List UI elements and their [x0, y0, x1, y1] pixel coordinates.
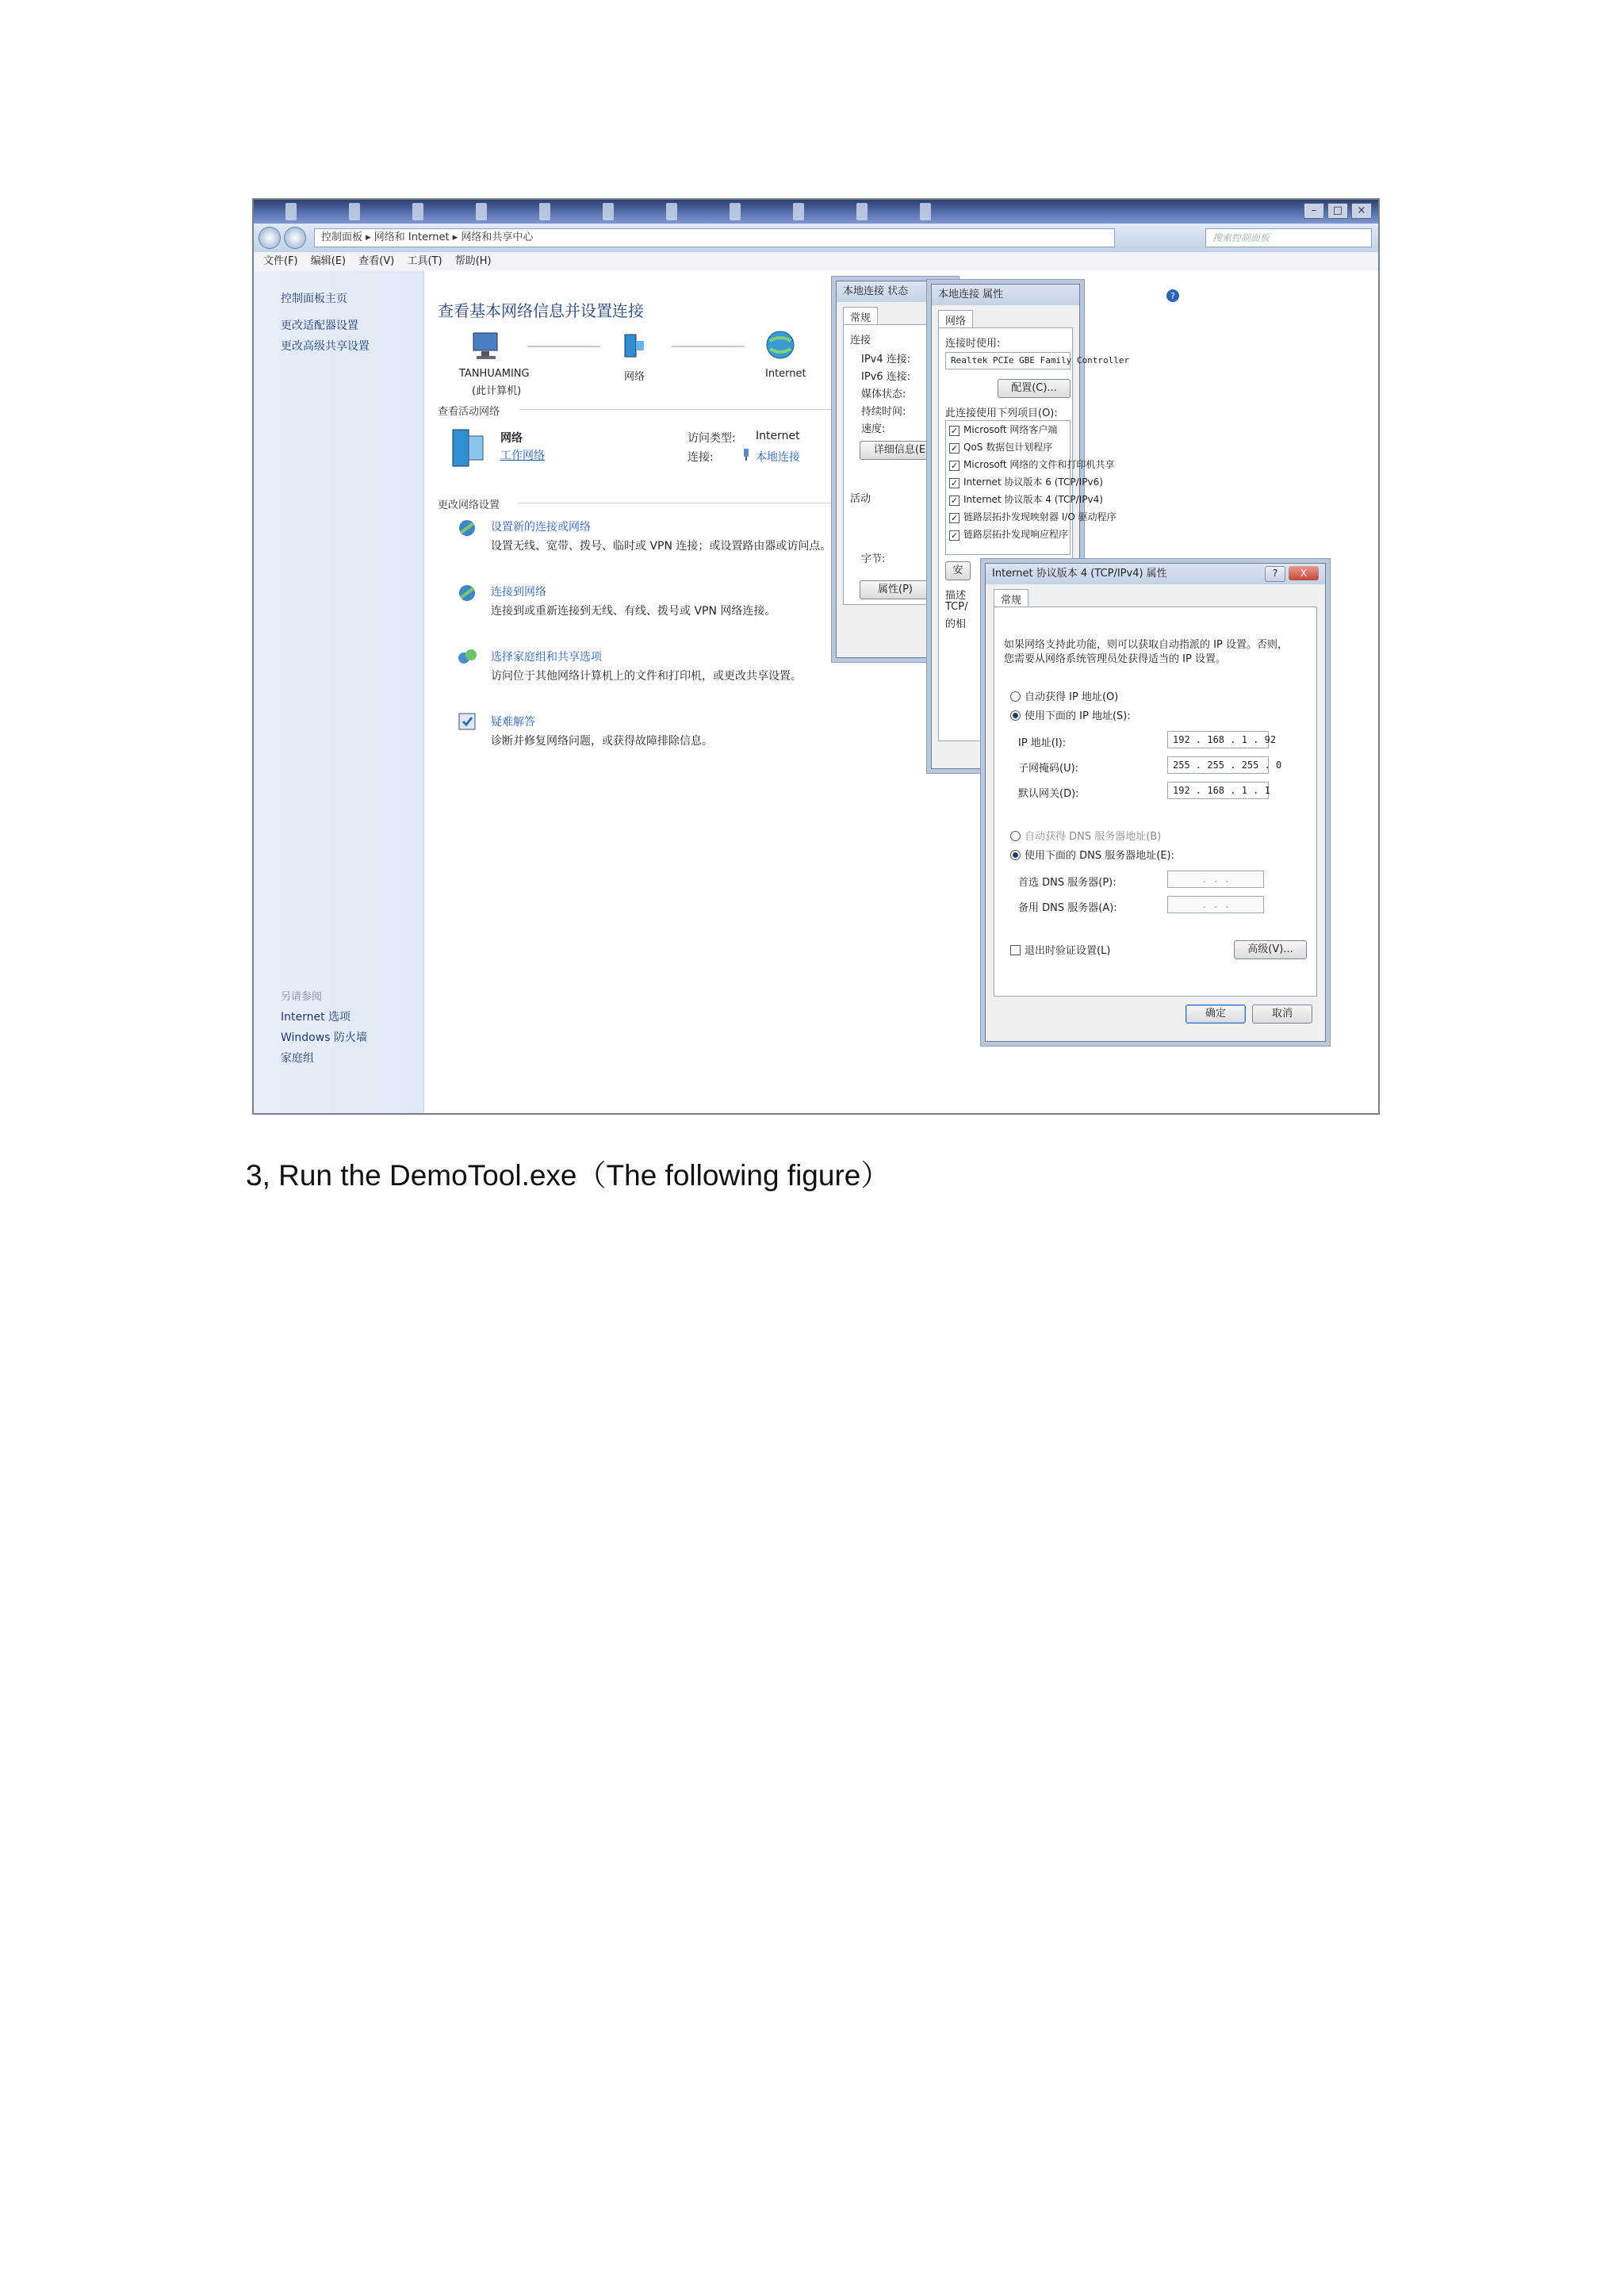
- validate-label[interactable]: 退出时验证设置(L): [1025, 945, 1111, 957]
- description-label: 描述: [945, 590, 967, 602]
- auto-dns-label[interactable]: 自动获得 DNS 服务器地址(B): [1025, 831, 1162, 843]
- control-panel-home-link[interactable]: 控制面板主页: [281, 293, 347, 305]
- list-item[interactable]: QoS 数据包计划程序: [963, 442, 1053, 453]
- connection-properties-title: 本地连接 属性: [932, 285, 1079, 305]
- maximize-button[interactable]: □: [1327, 203, 1348, 219]
- item-checkbox[interactable]: ✓: [950, 513, 959, 523]
- taskbar-app-icon: [412, 203, 423, 220]
- task-troubleshoot-link[interactable]: 疑难解答: [491, 716, 535, 729]
- gateway-label: 默认网关(D):: [1018, 788, 1079, 800]
- taskbar-app-icon: [793, 203, 804, 220]
- manual-dns-label[interactable]: 使用下面的 DNS 服务器地址(E):: [1025, 850, 1174, 862]
- map-link-line: [527, 346, 600, 347]
- close-button[interactable]: ×: [1351, 203, 1372, 219]
- configure-button[interactable]: 配置(C)...: [998, 379, 1071, 398]
- list-item[interactable]: Microsoft 网络的文件和打印机共享: [963, 459, 1115, 470]
- auto-dns-radio[interactable]: [1010, 831, 1021, 841]
- active-networks-heading: 查看活动网络: [438, 406, 500, 418]
- task-homegroup-desc: 访问位于其他网络计算机上的文件和打印机，或更改共享设置。: [491, 670, 802, 683]
- change-advanced-sharing-link[interactable]: 更改高级共享设置: [281, 340, 370, 353]
- task-connect-network-link[interactable]: 连接到网络: [491, 586, 546, 599]
- manual-dns-radio[interactable]: [1010, 850, 1021, 860]
- status-row: IPv6 连接:: [861, 371, 911, 383]
- items-label: 此连接使用下列项目(O):: [945, 408, 1058, 419]
- item-checkbox[interactable]: ✓: [950, 496, 959, 506]
- forward-button[interactable]: [284, 227, 306, 249]
- active-network-icon: [446, 427, 491, 469]
- map-link-line: [672, 346, 745, 347]
- active-network-name: 网络: [500, 432, 523, 445]
- subnet-mask-input[interactable]: 255 . 255 . 255 . 0: [1167, 756, 1269, 774]
- address-bar: [254, 224, 1378, 253]
- description-text: 的相: [945, 618, 967, 630]
- manual-ip-radio[interactable]: [1010, 710, 1021, 721]
- task-troubleshoot-desc: 诊断并修复网络问题，或获得故障排除信息。: [491, 735, 713, 748]
- adapter-field: Realtek PCIe GBE Family Controller: [945, 352, 1071, 369]
- taskbar-app-icon: [730, 203, 741, 220]
- preferred-dns-input[interactable]: . . .: [1167, 871, 1264, 888]
- activity-group-label: 活动: [850, 493, 871, 505]
- menu-view[interactable]: 查看(V): [358, 255, 395, 267]
- access-type-value: Internet: [756, 430, 800, 442]
- gateway-input[interactable]: 192 . 168 . 1 . 1: [1167, 782, 1269, 799]
- list-item[interactable]: Internet 协议版本 6 (TCP/IPv6): [963, 476, 1103, 488]
- ipv4-close-button[interactable]: X: [1289, 566, 1319, 580]
- list-item[interactable]: Internet 协议版本 4 (TCP/IPv4): [963, 494, 1103, 505]
- network-icon: [619, 330, 650, 362]
- step-caption: 3, Run the DemoTool.exe（The following figure）: [246, 1159, 891, 1192]
- item-checkbox[interactable]: ✓: [950, 461, 959, 471]
- computer-icon: [470, 330, 505, 362]
- ip-address-label: IP 地址(I):: [1018, 737, 1067, 749]
- list-item[interactable]: Microsoft 网络客户端: [963, 424, 1058, 435]
- internet-options-link[interactable]: Internet 选项: [281, 1011, 351, 1024]
- taskbar-app-icon: [539, 203, 550, 220]
- task-connect-network-desc: 连接到或重新连接到无线、有线、拨号或 VPN 网络连接。: [491, 605, 776, 618]
- details-button[interactable]: 详细信息(E): [860, 441, 944, 460]
- status-row: 媒体状态:: [861, 388, 906, 400]
- screenshot-network-settings: [252, 198, 1380, 1115]
- info-text-line2: 您需要从网络系统管理员处获得适当的 IP 设置。: [1004, 653, 1226, 665]
- menu-bar: [254, 252, 1378, 272]
- list-item[interactable]: 链路层拓扑发现响应程序: [963, 529, 1069, 540]
- taskbar-app-icon: [285, 203, 297, 220]
- item-checkbox[interactable]: ✓: [950, 443, 959, 453]
- connect-using-label: 连接时使用:: [945, 338, 1001, 350]
- menu-tools[interactable]: 工具(T): [407, 255, 442, 267]
- homegroup-link[interactable]: 家庭组: [281, 1052, 314, 1065]
- subnet-mask-label: 子网掩码(U):: [1018, 763, 1079, 775]
- window-titlebar: [254, 200, 1378, 224]
- left-nav-pane: [254, 271, 424, 1113]
- info-text-line1: 如果网络支持此功能，则可以获取自动指派的 IP 设置。否则，: [1004, 639, 1288, 651]
- bytes-label: 字节:: [861, 553, 886, 565]
- item-checkbox[interactable]: ✓: [950, 478, 959, 488]
- change-adapter-settings-link[interactable]: 更改适配器设置: [281, 320, 358, 332]
- page-title: 查看基本网络信息并设置连接: [438, 301, 644, 320]
- local-connection-icon: [741, 447, 751, 461]
- item-checkbox[interactable]: ✓: [950, 426, 959, 436]
- manual-ip-label[interactable]: 使用下面的 IP 地址(S):: [1025, 710, 1131, 722]
- alternate-dns-input[interactable]: . . .: [1167, 896, 1264, 913]
- properties-button[interactable]: 属性(P): [860, 580, 931, 599]
- active-network-type-link[interactable]: 工作网络: [500, 450, 545, 462]
- status-row: 持续时间:: [861, 406, 906, 418]
- change-settings-heading: 更改网络设置: [438, 499, 500, 511]
- taskbar-app-icon: [856, 203, 868, 220]
- homegroup-icon: [456, 645, 478, 668]
- list-item[interactable]: 链路层拓扑发现映射器 I/O 驱动程序: [963, 511, 1116, 522]
- auto-ip-radio[interactable]: [1010, 691, 1021, 702]
- menu-edit[interactable]: 编辑(E): [310, 255, 347, 267]
- minimize-button[interactable]: –: [1304, 203, 1324, 219]
- install-button[interactable]: 安: [945, 561, 971, 580]
- ip-address-input[interactable]: 192 . 168 . 1 . 92: [1167, 731, 1269, 748]
- taskbar-app-icon: [349, 203, 360, 220]
- item-checkbox[interactable]: ✓: [950, 530, 959, 541]
- local-connection-link[interactable]: 本地连接: [756, 451, 800, 464]
- tab-general[interactable]: 常规: [994, 589, 1028, 608]
- search-input[interactable]: 搜索控制面板: [1205, 228, 1372, 247]
- tab-general[interactable]: 常规: [843, 307, 878, 326]
- validate-checkbox[interactable]: [1010, 945, 1021, 955]
- setup-connection-icon: [456, 517, 478, 539]
- menu-help[interactable]: 帮助(H): [454, 255, 492, 267]
- task-homegroup-link[interactable]: 选择家庭组和共享选项: [491, 651, 602, 664]
- connect-network-icon: [456, 582, 478, 604]
- menu-file[interactable]: 文件(F): [263, 255, 298, 267]
- preferred-dns-label: 首选 DNS 服务器(P):: [1018, 877, 1116, 889]
- task-setup-connection-link[interactable]: 设置新的连接或网络: [491, 521, 591, 534]
- ipv4-properties-dialog: [985, 563, 1326, 1042]
- taskbar-app-icon: [666, 203, 677, 220]
- cancel-button[interactable]: 取消: [1252, 1004, 1312, 1024]
- map-computer-name: TANHUAMING: [459, 368, 530, 380]
- help-icon[interactable]: [1166, 289, 1180, 303]
- taskbar-app-icon: [920, 203, 931, 220]
- help-button[interactable]: ?: [1265, 566, 1285, 582]
- alternate-dns-label: 备用 DNS 服务器(A):: [1018, 902, 1117, 914]
- svg-text:?: ?: [1170, 291, 1175, 301]
- ipv4-general-panel: [994, 607, 1317, 997]
- map-internet-label: Internet: [765, 368, 806, 380]
- ipv4-dialog-title: Internet 协议版本 4 (TCP/IPv4) 属性: [986, 564, 1325, 584]
- items-list[interactable]: [945, 420, 1116, 555]
- address-path[interactable]: 控制面板 ▸ 网络和 Internet ▸ 网络和共享中心: [314, 228, 1115, 247]
- map-network-label: 网络: [624, 371, 645, 383]
- window-controls: [1304, 203, 1372, 219]
- taskbar-app-icon: [476, 203, 487, 220]
- back-button[interactable]: [259, 227, 281, 249]
- connection-group-label: 连接: [850, 335, 871, 346]
- ok-button[interactable]: 确定: [1185, 1004, 1246, 1024]
- windows-firewall-link[interactable]: Windows 防火墙: [281, 1031, 367, 1044]
- see-also-heading: 另请参阅: [281, 991, 323, 1003]
- troubleshoot-icon: [456, 710, 478, 733]
- taskbar-app-icon: [603, 203, 614, 220]
- task-setup-connection-desc: 设置无线、宽带、拨号、临时或 VPN 连接；或设置路由器或访问点。: [491, 540, 832, 553]
- access-type-label: 访问类型:: [688, 432, 736, 445]
- globe-icon: [764, 328, 797, 362]
- status-row: 速度:: [861, 423, 886, 435]
- connection-status-title: 本地连接 状态: [837, 281, 954, 302]
- auto-ip-label[interactable]: 自动获得 IP 地址(O): [1025, 691, 1119, 703]
- connection-label: 连接:: [688, 451, 714, 464]
- description-text: TCP/: [945, 601, 968, 613]
- status-row: IPv4 连接:: [861, 354, 911, 365]
- tab-networking[interactable]: 网络: [938, 310, 973, 329]
- map-computer-sub: (此计算机): [472, 385, 522, 397]
- advanced-button[interactable]: 高级(V)...: [1234, 940, 1307, 959]
